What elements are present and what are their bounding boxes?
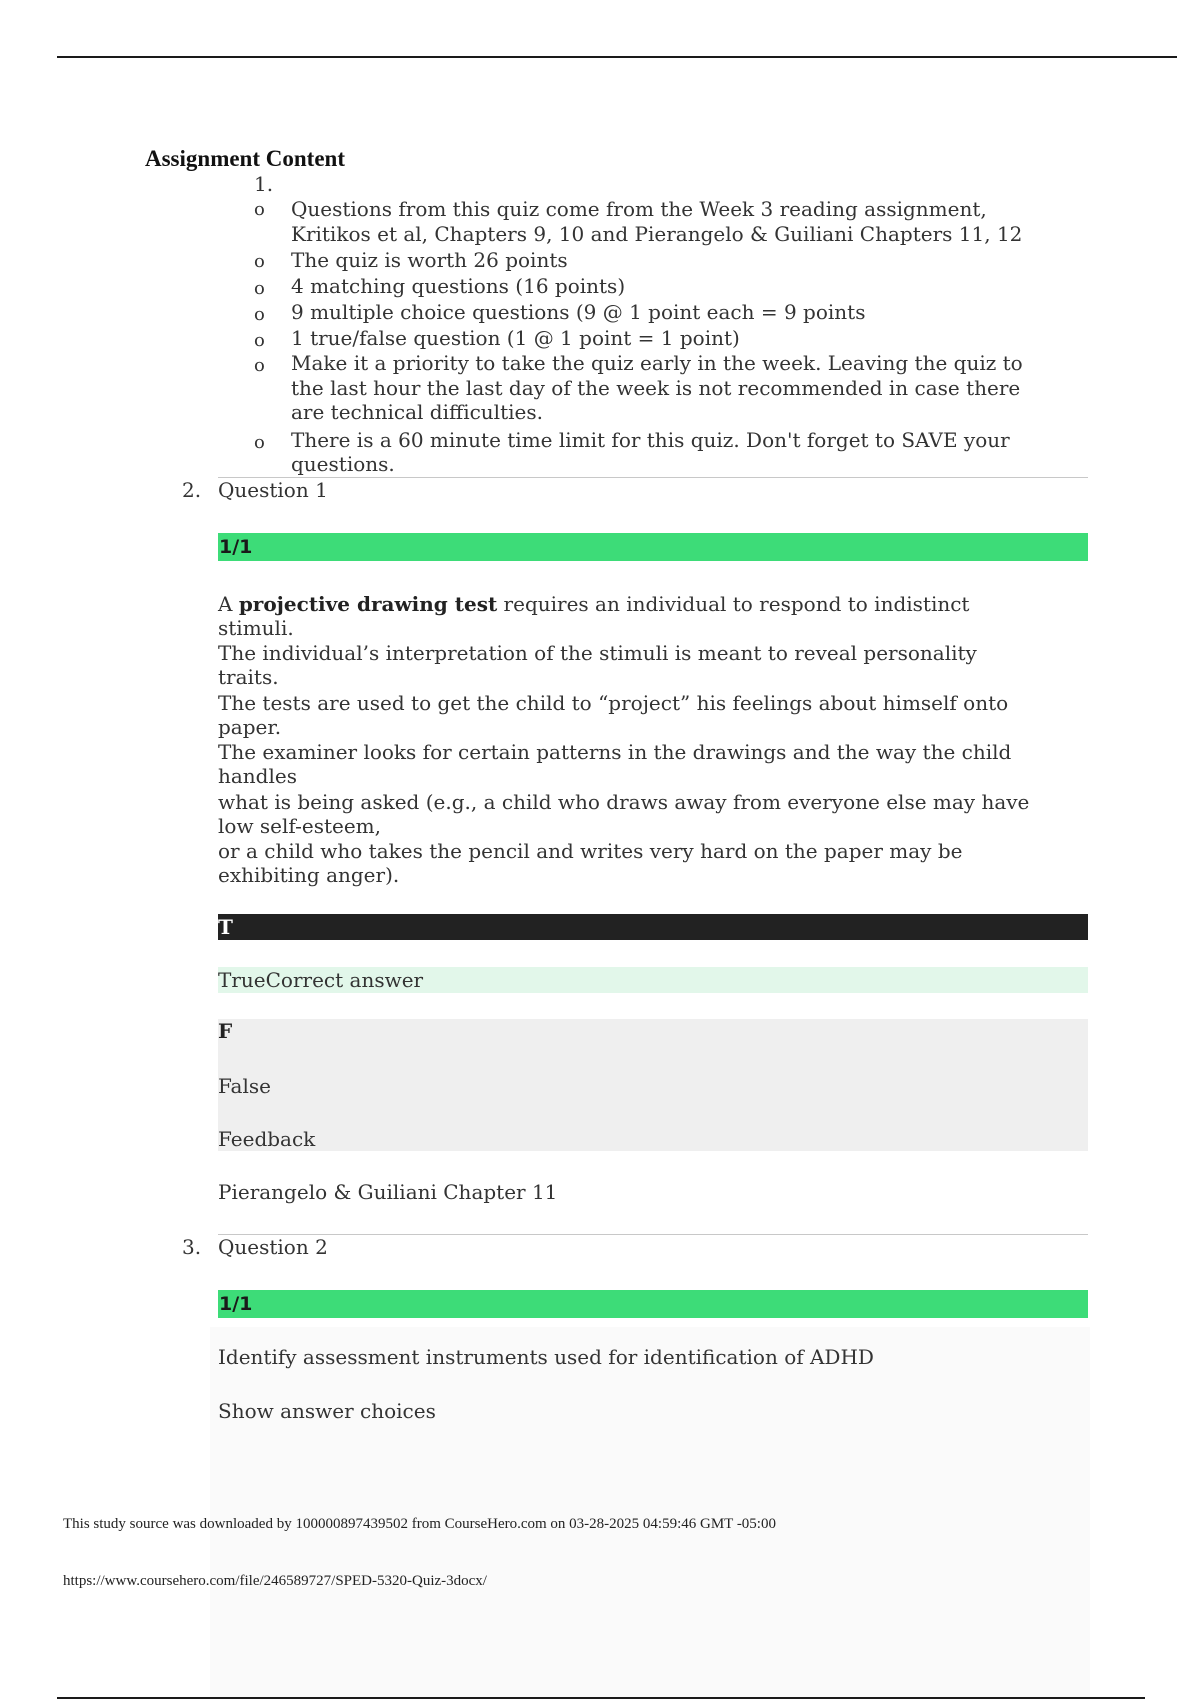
bold-term: projective drawing test (238, 592, 498, 616)
correct-answer-option: TrueCorrect answer (218, 967, 1088, 993)
show-answer-choices-link[interactable]: Show answer choices (218, 1399, 436, 1423)
selected-answer-bar: T (218, 914, 1088, 940)
lower-content-area (210, 1327, 1090, 1697)
source-url[interactable]: https://www.coursehero.com/file/246589727/SPED-5320-Quiz-3docx/ (63, 1573, 487, 1589)
question-number: 2. (182, 478, 202, 502)
download-note: This study source was downloaded by 100000897439502 from CourseHero.com on 03-28-2025 04:59:46 GMT -05:00 (63, 1516, 776, 1532)
bullet-icon: o (254, 199, 265, 220)
feedback-text: Pierangelo & Guiliani Chapter 11 (218, 1180, 558, 1204)
question-body-first-line: A projective drawing test requires an individual to respond to indistinct (218, 592, 970, 616)
bullet-icon: o (254, 278, 265, 299)
top-rule (57, 56, 1177, 58)
question-number: 3. (182, 1235, 202, 1259)
question-prompt: Identify assessment instruments used for identification of ADHD (218, 1345, 874, 1369)
bottom-rule (57, 1697, 1145, 1699)
bullet-icon: o (254, 432, 265, 453)
list-number-1: 1. (254, 172, 274, 196)
feedback-label: Feedback (218, 1127, 316, 1151)
question-divider (218, 477, 1088, 478)
bullet-icon: o (254, 251, 265, 272)
bullet-icon: o (254, 355, 265, 376)
score-badge: 1/1 (218, 533, 1088, 561)
question-title: Question 1 (218, 478, 328, 502)
bullet-icon: o (254, 304, 265, 325)
question-title: Question 2 (218, 1235, 328, 1259)
page-heading: Assignment Content (145, 146, 345, 171)
score-badge: 1/1 (218, 1290, 1088, 1318)
question-divider (218, 1234, 1088, 1235)
bullet-icon: o (254, 330, 265, 351)
option-false: False (218, 1074, 271, 1098)
other-option-block (218, 1019, 1088, 1151)
option-letter: F (218, 1019, 233, 1043)
